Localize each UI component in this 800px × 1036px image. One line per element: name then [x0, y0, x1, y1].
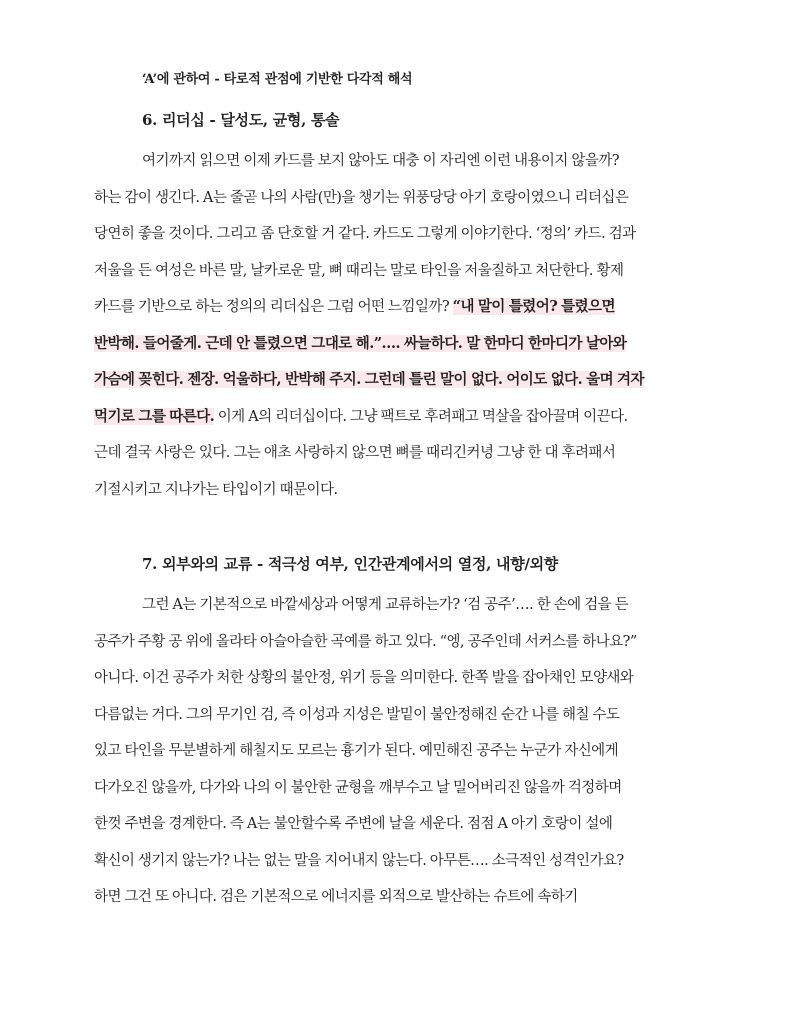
paragraph-line: 아니다. 이건 공주가 처한 상황의 불안정, 위기 등을 의미한다. 한쪽 발을 잡아채인 모양새와: [94, 670, 634, 686]
paragraph-line: 하는 감이 생긴다. A는 줄곧 나의 사람(만)을 챙기는 위풍당당 아기 호랑이였으니 리더십은: [94, 189, 629, 206]
paragraph-line: 공주가 주황 공 위에 올라타 아슬아슬한 곡예를 하고 있다. “엥, 공주인데 서커스를 하나요?”: [94, 633, 637, 650]
paragraph-line: 근데 결국 사랑은 있다. 그는 애초 사랑하지 않으면 뼈를 때리긴커녕 그냥 한 대 후려패서: [94, 445, 616, 461]
paragraph-line: 기절시키고 지나가는 타입이기 때문이다.: [94, 481, 338, 498]
highlighted-quote: “내 말이 틀렸어? 틀렸으면: [452, 298, 615, 315]
paragraph-line: [94, 326, 714, 363]
paragraph-line: 당연히 좋을 것이다. 그리고 좀 단호할 거 같다. 카드도 그렇게 이야기한다. ‘정의’ 카드. 검과: [94, 226, 636, 242]
section-7-heading: 7. 외부와의 교류 - 적극성 여부, 인간관계에서의 열정, 내향/외향: [142, 555, 558, 573]
section-6-heading: 6. 리더십 - 달성도, 균형, 통솔: [142, 111, 340, 129]
paragraph-line: 한껏 주변을 경계한다. 즉 A는 불안할수록 주변에 날을 세운다. 점점 A 아기 호랑이 설에: [94, 816, 613, 832]
highlighted-quote: 가슴에 꽂힌다. 젠장. 억울하다, 반박해 주지. 그런데 틀린 말이 없다. 어이도 없다. 울며 겨자: [94, 371, 644, 388]
paragraph-line: 카드를 기반으로 하는 정의의 리더십은 그럼 어떤 느낌일까? “내 말이 틀렸어? 틀렸으면: [94, 298, 615, 315]
paragraph-line: [94, 362, 714, 399]
paragraph-line: 저울을 든 여성은 바른 말, 날카로운 말, 뼈 때리는 말로 타인을 저울질하고 처단한다. 황제: [94, 262, 624, 279]
highlighted-quote: 먹기로 그를 따른다.: [94, 407, 215, 425]
paragraph-line: 하면 그건 또 아니다. 검은 기본적으로 에너지를 외적으로 발산하는 슈트에 속하기: [94, 889, 578, 905]
paragraph-line: 그런 A는 기본적으로 바깥세상과 어떻게 교류하는가? ‘검 공주’…. 한 손에 검을 든: [142, 597, 629, 613]
paragraph-line: 확신이 생기지 않는가? 나는 없는 말을 지어내지 않는다. 아무튼…. 소극적인 성격인가요?: [94, 852, 624, 869]
paragraph-line: 다름없는 거다. 그의 무기인 검, 즉 이성과 지성은 발밑이 불안정해진 순간 나를 해칠 수도: [94, 706, 620, 723]
section-6-paragraph: [94, 143, 714, 508]
paragraph-line: 다가오진 않을까, 다가와 나의 이 불안한 균형을 깨부수고 날 밀어버리진 않을까 걱정하며: [94, 779, 622, 796]
document-header: ‘A’에 관하여 - 타로적 관점에 기반한 다각적 해석: [142, 72, 413, 87]
section-7-paragraph: [94, 587, 714, 916]
paragraph-line: 있고 타인을 무분별하게 해칠지도 모르는 흉기가 된다. 예민해진 공주는 누군가 자신에게: [94, 743, 619, 759]
paragraph-line: 먹기로 그를 따른다. 이게 A의 리더십이다. 그냥 팩트로 후려패고 멱살을 잡아끌며 이끈다.: [94, 407, 628, 425]
paragraph-line: 여기까지 읽으면 이제 카드를 보지 않아도 대충 이 자리엔 이런 내용이지 않을까?: [142, 153, 619, 169]
highlighted-quote: 반박해. 들어줄게. 근데 안 틀렸으면 그대로 해.”…. 싸늘하다. 말 한마디 한마디가 날아와: [94, 334, 627, 352]
